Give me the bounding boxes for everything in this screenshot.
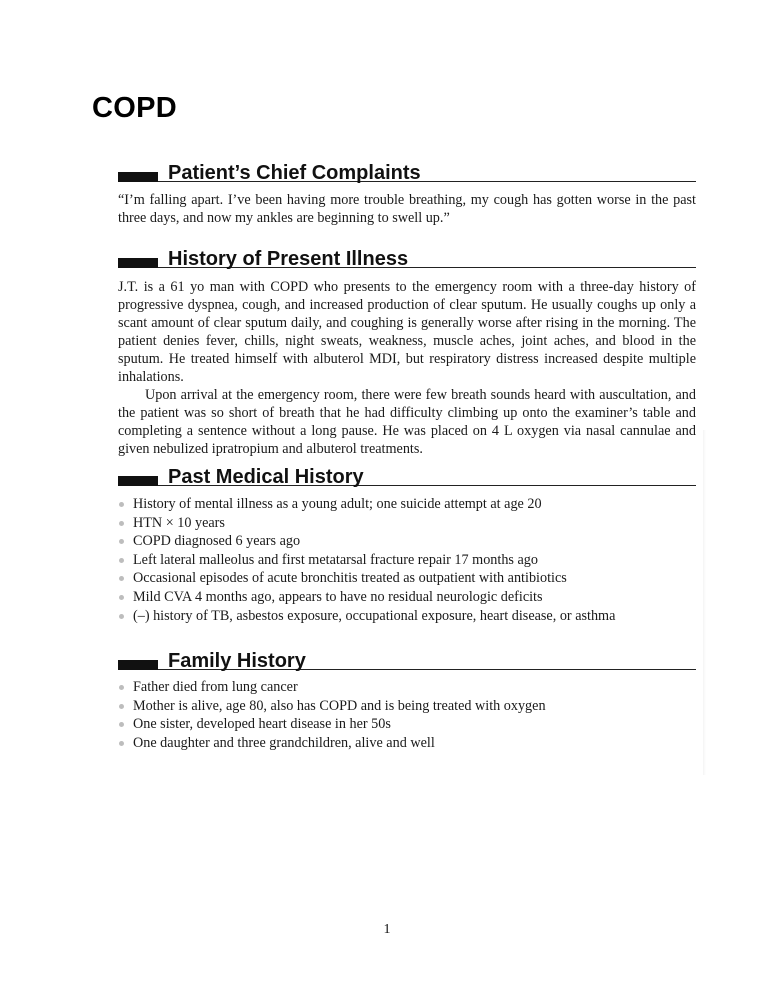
list-item bbox=[118, 551, 696, 570]
section-header bbox=[118, 242, 696, 270]
heading-bar bbox=[118, 660, 158, 670]
document-title: COPD bbox=[92, 92, 177, 124]
bullet-icon bbox=[119, 521, 124, 526]
section-past-medical bbox=[118, 460, 696, 625]
list-item-text: Father died from lung cancer bbox=[133, 679, 298, 695]
bullet-icon bbox=[119, 704, 124, 709]
list-item bbox=[118, 734, 696, 753]
present-illness-paragraph-2: Upon arrival at the emergency room, there were few breath sounds heard with auscultation, and the patient was so short of breath that he had difficulty climbing up onto the examiner’s table and completing a sentence without a long pause. He was placed on 4 L oxygen via nasal cannulae and given nebulized ipratropium and albuterol treatments. bbox=[118, 387, 696, 457]
list-item bbox=[118, 607, 696, 626]
scan-edge-shadow bbox=[703, 430, 706, 775]
present-illness-paragraph-1: J.T. is a 61 yo man with COPD who presents to the emergency room with a three-day history of progressive dyspnea, cough, and increased production of clear sputum. He usually coughs up only a scant amount of clear sputum daily, and coughing is generally worse after rising in the morning. The patient denies fever, chills, night sweats, weakness, muscle aches, joint aches, and blood in the sputum. He treated himself with albuterol MDI, but respiratory distress increased despite multiple inhalations. bbox=[118, 279, 696, 385]
list-item bbox=[118, 715, 696, 734]
list-item-text: Mild CVA 4 months ago, appears to have no residual neurologic deficits bbox=[133, 588, 543, 605]
list-item-text: (–) history of TB, asbestos exposure, occupational exposure, heart disease, or asthma bbox=[133, 607, 616, 624]
list-item bbox=[118, 588, 696, 607]
bullet-icon bbox=[119, 595, 124, 600]
section-heading-past-medical: Past Medical History bbox=[168, 466, 364, 488]
section-header bbox=[118, 460, 696, 488]
bullet-icon bbox=[119, 741, 124, 746]
list-item bbox=[118, 697, 696, 716]
list-item bbox=[118, 569, 696, 588]
page-number: 1 bbox=[383, 922, 391, 937]
bullet-icon bbox=[119, 539, 124, 544]
bullet-icon bbox=[119, 576, 124, 581]
family-history-list bbox=[118, 678, 696, 752]
list-item-text: Mother is alive, age 80, also has COPD and is being treated with oxygen bbox=[133, 697, 546, 714]
section-heading-family-history: Family History bbox=[168, 650, 306, 672]
heading-bar bbox=[118, 476, 158, 486]
bullet-icon bbox=[119, 502, 124, 507]
list-item bbox=[118, 514, 696, 533]
bullet-icon bbox=[119, 614, 124, 619]
bullet-icon bbox=[119, 685, 124, 690]
heading-bar bbox=[118, 172, 158, 182]
chief-complaint-quote: “I’m falling apart. I’ve been having more trouble breathing, my cough has gotten worse in the past three days, and now my ankles are beginning to swell up.” bbox=[118, 192, 696, 226]
bullet-icon bbox=[119, 722, 124, 727]
list-item-text: Left lateral malleolus and first metatarsal fracture repair 17 months ago bbox=[133, 551, 538, 568]
section-heading-chief-complaints: Patient’s Chief Complaints bbox=[168, 162, 421, 184]
section-family-history bbox=[118, 644, 696, 752]
list-item bbox=[118, 532, 696, 551]
list-item-text: One sister, developed heart disease in her 50s bbox=[133, 716, 391, 733]
heading-bar bbox=[118, 258, 158, 268]
section-present-illness bbox=[118, 242, 696, 458]
section-heading-present-illness: History of Present Illness bbox=[168, 248, 409, 270]
list-item-text: One daughter and three grandchildren, alive and well bbox=[133, 734, 435, 751]
section-chief-complaints bbox=[118, 156, 696, 227]
list-item-text: HTN × 10 years bbox=[133, 514, 225, 531]
list-item bbox=[118, 678, 696, 697]
list-item bbox=[118, 495, 696, 514]
bullet-icon bbox=[119, 558, 124, 563]
list-item-text: History of mental illness as a young adult; one suicide attempt at age 20 bbox=[133, 496, 542, 512]
list-item-text: COPD diagnosed 6 years ago bbox=[133, 533, 301, 550]
past-medical-list bbox=[118, 495, 696, 625]
list-item-text: Occasional episodes of acute bronchitis treated as outpatient with antibiotics bbox=[133, 570, 567, 587]
section-header bbox=[118, 644, 696, 672]
section-header bbox=[118, 156, 696, 184]
